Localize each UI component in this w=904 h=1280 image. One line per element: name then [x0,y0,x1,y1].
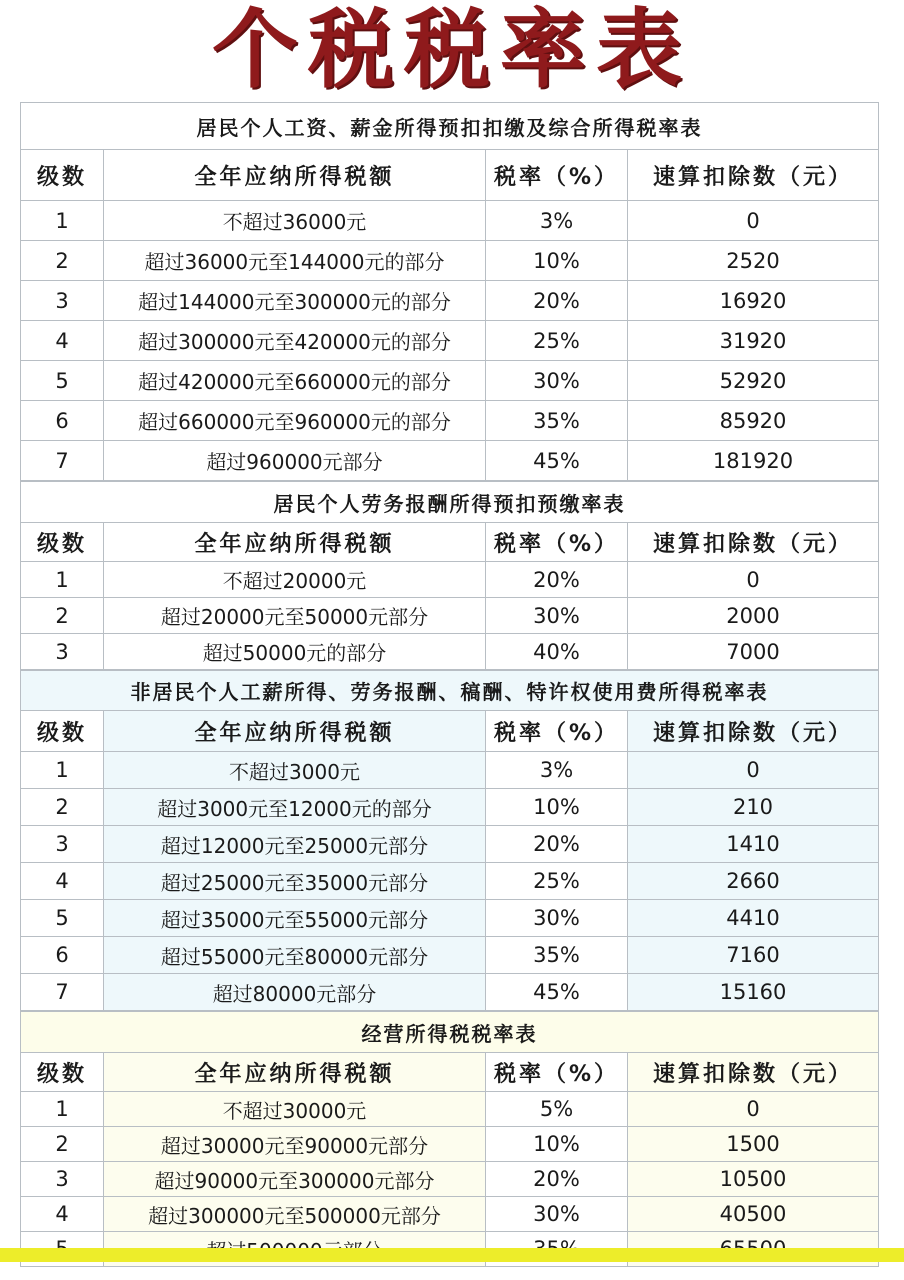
level-cell: 2 [21,598,104,634]
deduction-cell: 52920 [628,361,879,401]
header-deduction: 速算扣除数（元） [628,711,879,752]
section-title-row [21,1012,879,1053]
table-row [21,1127,879,1162]
range-cell: 超过30000元至90000元部分 [104,1127,486,1162]
rate-cell: 20% [486,826,628,863]
rate-cell: 30% [486,598,628,634]
table-row [21,321,879,361]
level-cell: 2 [21,789,104,826]
range-cell: 超过660000元至960000元的部分 [104,401,486,441]
deduction-cell: 1500 [628,1127,879,1162]
level-cell: 1 [21,752,104,789]
rate-cell: 3% [486,752,628,789]
rate-cell: 45% [486,441,628,481]
level-cell: 3 [21,826,104,863]
table-row [21,789,879,826]
level-cell: 5 [21,361,104,401]
rate-cell: 20% [486,1162,628,1197]
range-cell: 超过20000元至50000元部分 [104,598,486,634]
header-level: 级数 [21,711,104,752]
deduction-cell: 0 [628,1092,879,1127]
rate-cell: 3% [486,201,628,241]
header-range: 全年应纳所得税额 [104,150,486,201]
deduction-cell: 4410 [628,900,879,937]
rate-cell: 5% [486,1092,628,1127]
labor-remuneration-tax-table [20,481,879,670]
page-title: 个税税率表 [212,0,692,100]
header-deduction: 速算扣除数（元） [628,150,879,201]
table-row [21,937,879,974]
range-cell: 超过144000元至300000元的部分 [104,281,486,321]
deduction-cell: 0 [628,201,879,241]
header-rate: 税率（%） [486,711,628,752]
rate-cell: 10% [486,789,628,826]
table-row [21,281,879,321]
bottom-highlight-band [0,1248,904,1262]
section-title: 经营所得税税率表 [21,1012,879,1053]
deduction-cell: 2520 [628,241,879,281]
level-cell: 6 [21,401,104,441]
header-range: 全年应纳所得税额 [104,1053,486,1092]
deduction-cell: 7000 [628,634,879,670]
table-row [21,752,879,789]
range-cell: 超过25000元至35000元部分 [104,863,486,900]
header-range: 全年应纳所得税额 [104,523,486,562]
deduction-cell: 85920 [628,401,879,441]
rate-cell: 25% [486,863,628,900]
range-cell: 超过960000元部分 [104,441,486,481]
header-level: 级数 [21,150,104,201]
section-title-row [21,482,879,523]
deduction-cell: 0 [628,562,879,598]
header-rate: 税率（%） [486,1053,628,1092]
tax-tables [20,102,878,1267]
table-row [21,201,879,241]
section-title: 居民个人工资、薪金所得预扣扣缴及综合所得税率表 [21,103,879,150]
range-cell: 超过35000元至55000元部分 [104,900,486,937]
table-row [21,1162,879,1197]
header-rate: 税率（%） [486,523,628,562]
header-row [21,1053,879,1092]
range-cell: 超过80000元部分 [104,974,486,1011]
table-row [21,634,879,670]
table-row [21,401,879,441]
level-cell: 4 [21,863,104,900]
rate-cell: 40% [486,634,628,670]
deduction-cell: 31920 [628,321,879,361]
range-cell: 超过3000元至12000元的部分 [104,789,486,826]
rate-cell: 35% [486,401,628,441]
range-cell: 不超过3000元 [104,752,486,789]
rate-cell: 25% [486,321,628,361]
range-cell: 超过300000元至500000元部分 [104,1197,486,1232]
deduction-cell: 10500 [628,1162,879,1197]
deduction-cell: 181920 [628,441,879,481]
table-row [21,562,879,598]
salary-tax-table [20,102,879,481]
level-cell: 4 [21,321,104,361]
header-level: 级数 [21,523,104,562]
range-cell: 超过90000元至300000元部分 [104,1162,486,1197]
header-deduction: 速算扣除数（元） [628,1053,879,1092]
business-income-tax-table [20,1011,879,1267]
level-cell: 1 [21,1092,104,1127]
deduction-cell: 40500 [628,1197,879,1232]
level-cell: 3 [21,1162,104,1197]
rate-cell: 10% [486,241,628,281]
header-level: 级数 [21,1053,104,1092]
level-cell: 2 [21,1127,104,1162]
header-range: 全年应纳所得税额 [104,711,486,752]
level-cell: 3 [21,634,104,670]
deduction-cell: 15160 [628,974,879,1011]
rate-cell: 45% [486,974,628,1011]
table-row [21,598,879,634]
deduction-cell: 1410 [628,826,879,863]
table-row [21,441,879,481]
table-row [21,361,879,401]
level-cell: 2 [21,241,104,281]
range-cell: 超过55000元至80000元部分 [104,937,486,974]
range-cell: 超过12000元至25000元部分 [104,826,486,863]
range-cell: 超过36000元至144000元的部分 [104,241,486,281]
range-cell: 超过300000元至420000元的部分 [104,321,486,361]
deduction-cell: 0 [628,752,879,789]
level-cell: 7 [21,974,104,1011]
range-cell: 超过50000元的部分 [104,634,486,670]
table-row [21,863,879,900]
level-cell: 4 [21,1197,104,1232]
section-title-row [21,671,879,711]
header-row [21,523,879,562]
non-resident-tax-table [20,670,879,1011]
table-row [21,974,879,1011]
table-row [21,1092,879,1127]
table-row [21,826,879,863]
range-cell: 不超过20000元 [104,562,486,598]
level-cell: 5 [21,900,104,937]
level-cell: 6 [21,937,104,974]
level-cell: 3 [21,281,104,321]
level-cell: 1 [21,562,104,598]
table-row [21,900,879,937]
header-deduction: 速算扣除数（元） [628,523,879,562]
section-title: 居民个人劳务报酬所得预扣预缴率表 [21,482,879,523]
deduction-cell: 2660 [628,863,879,900]
rate-cell: 30% [486,900,628,937]
level-cell: 7 [21,441,104,481]
section-title-row [21,103,879,150]
deduction-cell: 2000 [628,598,879,634]
rate-cell: 35% [486,937,628,974]
range-cell: 不超过36000元 [104,201,486,241]
table-row [21,1197,879,1232]
rate-cell: 20% [486,281,628,321]
deduction-cell: 7160 [628,937,879,974]
header-row [21,150,879,201]
table-row [21,241,879,281]
rate-cell: 30% [486,361,628,401]
range-cell: 不超过30000元 [104,1092,486,1127]
header-row [21,711,879,752]
deduction-cell: 16920 [628,281,879,321]
section-title: 非居民个人工薪所得、劳务报酬、稿酬、特许权使用费所得税率表 [21,671,879,711]
rate-cell: 20% [486,562,628,598]
level-cell: 1 [21,201,104,241]
rate-cell: 30% [486,1197,628,1232]
deduction-cell: 210 [628,789,879,826]
header-rate: 税率（%） [486,150,628,201]
rate-cell: 10% [486,1127,628,1162]
range-cell: 超过420000元至660000元的部分 [104,361,486,401]
